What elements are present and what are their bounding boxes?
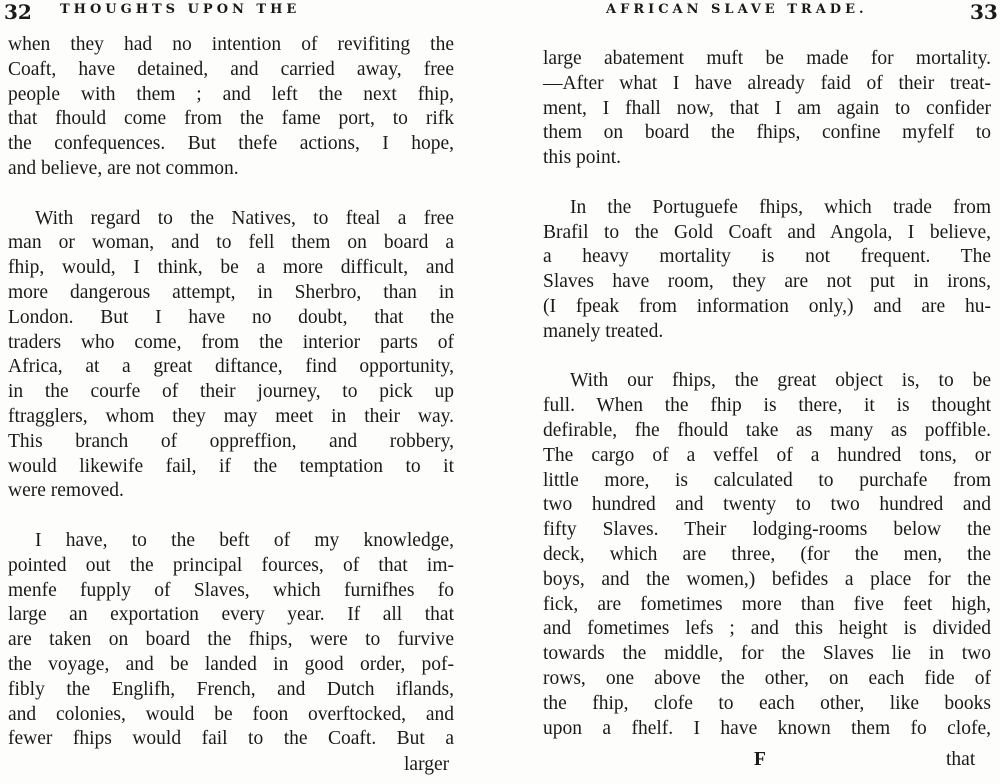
text-line: and believe, are not common.	[8, 157, 239, 179]
text-line: full. When the fhip is there, it is thought	[543, 395, 991, 417]
text-line: fifty Slaves. Their lodging-rooms below the	[543, 519, 991, 541]
text-line: London. But I have no doubt, that the	[8, 306, 454, 328]
text-line: man or woman, and to fell them on board a	[8, 232, 454, 254]
text-line: manely treated.	[543, 320, 664, 342]
text-line: With regard to the Natives, to fteal a free	[35, 207, 454, 229]
catchword: that	[946, 749, 976, 770]
text-line: rows, one above the other, on each fide of	[543, 667, 991, 689]
text-line: fewer fhips would fail to the Coaft. But a	[8, 728, 454, 750]
text-line: them on board the fhips, confine myfelf to	[543, 122, 991, 144]
text-line: Coaft, have detained, and carried away, free	[8, 58, 454, 80]
text-line: The cargo of a veffel of a hundred tons, or	[543, 444, 991, 466]
text-line: and fometimes lefs ; and this height is divided	[543, 618, 991, 640]
text-line: would likewife fail, if the temptation to it	[8, 455, 454, 477]
text-line: upon a fhelf. I have known them fo clofe,	[543, 717, 991, 739]
text-line: in the courfe of their journey, to pick up	[8, 381, 454, 403]
text-line: In the Portuguefe fhips, which trade from	[570, 196, 991, 218]
text-line: menfe fupply of Slaves, which furnifhes fo	[8, 579, 454, 601]
text-line: two hundred and twenty to two hundred and	[543, 494, 991, 516]
text-line: more dangerous attempt, in Sherbro, than in	[8, 281, 454, 303]
text-line: (I fpeak from information only,) and are hu-	[543, 295, 991, 317]
text-line: fick, are fometimes more than five feet high,	[543, 593, 991, 615]
text-line: Slaves have room, they are not put in irons,	[543, 271, 991, 293]
text-line: the confequences. But thefe actions, I hope,	[8, 133, 454, 155]
text-line: ftragglers, whom they may meet in their way.	[8, 405, 454, 427]
signature-mark: F	[754, 749, 766, 770]
text-line: ment, I fhall now, that I am again to confider	[543, 97, 991, 119]
body-text	[543, 47, 991, 741]
catchword: larger	[404, 754, 450, 775]
text-line: Africa, at a great diftance, find opportunity,	[8, 356, 454, 378]
text-line: deck, which are three, (for the men, the	[543, 543, 991, 565]
text-line: This branch of oppreffion, and robbery,	[8, 430, 454, 452]
text-line: and colonies, would be foon overftocked, and	[8, 703, 454, 725]
text-line: large an exportation every year. If all that	[8, 604, 454, 626]
text-line: the voyage, and be landed in good order, pof-	[8, 653, 454, 675]
text-line: the fhip, clofe to each other, like books	[543, 692, 991, 714]
right-page	[500, 0, 1000, 784]
text-line: Brafil to the Gold Coaft and Angola, I believe,	[543, 221, 991, 243]
text-line: traders who come, from the interior parts of	[8, 331, 454, 353]
text-line: towards the middle, for the Slaves lie in two	[543, 643, 991, 665]
left-page	[0, 0, 480, 784]
paragraph-gap	[543, 345, 991, 370]
text-line: that fhould come from the fame port, to rifk	[8, 108, 454, 130]
running-head: AFRICAN SLAVE TRADE.	[606, 2, 868, 17]
text-line: boys, and the women,) befides a place for the	[543, 568, 991, 590]
page-number: 32	[4, 0, 32, 24]
paragraph-gap	[8, 182, 454, 207]
text-line: —After what I have already faid of their treat-	[543, 72, 991, 94]
text-line: are taken on board the fhips, were to furvive	[8, 629, 454, 651]
text-line: little more, is calculated to purchafe from	[543, 469, 991, 491]
text-line: I have, to the beft of my knowledge,	[35, 529, 454, 551]
text-line: when they had no intention of revifiting the	[8, 34, 454, 55]
paragraph-gap	[543, 171, 991, 196]
text-line: a heavy mortality is not frequent. The	[543, 246, 991, 268]
text-line: were removed.	[8, 480, 124, 502]
text-line: defirable, fhe fhould take as many as poffible.	[543, 419, 991, 441]
text-line: people with them ; and left the next fhip,	[8, 83, 454, 105]
text-line: this point.	[543, 147, 622, 169]
text-line: fibly the Englifh, French, and Dutch iflands,	[8, 678, 454, 700]
text-line: pointed out the principal fources, of that im-	[8, 554, 454, 576]
paragraph-gap	[8, 504, 454, 529]
body-text	[8, 33, 454, 752]
running-head: THOUGHTS UPON THE	[60, 2, 301, 17]
text-line: With our fhips, the great object is, to be	[570, 370, 991, 392]
page-number: 33	[970, 0, 998, 24]
text-line: large abatement muft be made for mortality.	[543, 48, 991, 69]
text-line: fhip, would, I think, be a more difficult, and	[8, 257, 454, 279]
